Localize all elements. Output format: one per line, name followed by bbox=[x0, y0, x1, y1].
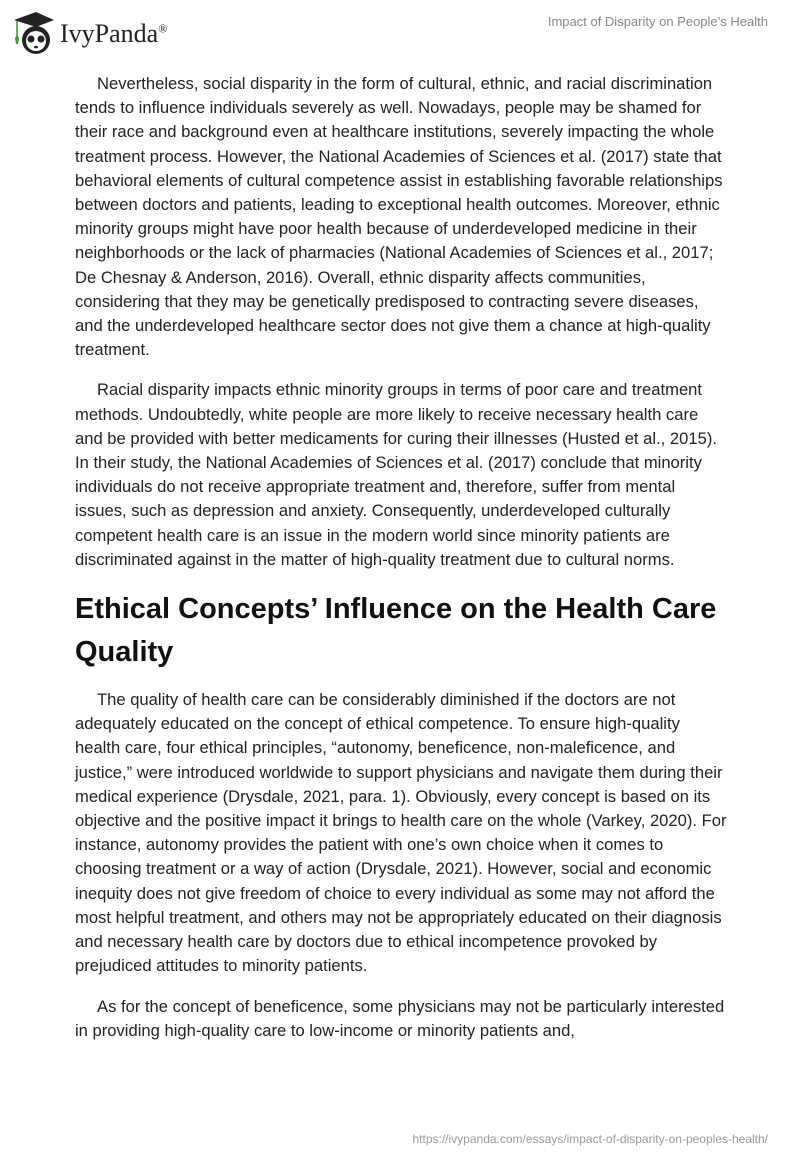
section-heading: Ethical Concepts’ Influence on the Health Care Quality bbox=[75, 593, 717, 669]
paragraph: Nevertheless, social disparity in the form of cultural, ethnic, and racial discrimination tends to influence individuals severely as well. Nowadays, people may be shamed for their race and background even at healthcare institutions, severely impacting the whole treatment process. However, the National Academies of Sciences et al. (2017) state that behavioral elements of cultural competence assist in establishing favorable relationships between doctors and patients, leading to exceptional health outcomes. Moreover, ethnic minority groups might have poor health because of underdeveloped medicine in their neighborhoods or the lack of pharmacies (National Academies of Sciences et al., 2017; De Chesnay & Anderson, 2016). Overall, ethnic disparity affects communities, considering that they may be genetically predisposed to contracting severe diseases, and the underdeveloped healthcare sector does not give them a chance at high-quality treatment. bbox=[75, 74, 723, 360]
brand-name: IvyPanda® bbox=[60, 19, 168, 48]
paragraph: Racial disparity impacts ethnic minority groups in terms of poor care and treatment methods. Undoubtedly, white people are more likely to receive necessary health care and be provided with better medicaments for curing their illnesses (Husted et al., 2015). In their study, the National Academies of Sciences et al. (2017) conclude that minority individuals do not receive appropriate treatment and, therefore, suffer from mental issues, such as depression and anxiety. Consequently, underdeveloped culturally competent health care is an issue in the modern world since minority patients are discriminated against in the matter of high-quality treatment due to cultural norms. bbox=[75, 380, 717, 569]
ivypanda-logo[interactable] bbox=[12, 8, 167, 56]
essay-content bbox=[75, 72, 727, 1059]
panda-logo-icon bbox=[12, 8, 54, 56]
source-url[interactable]: https://ivypanda.com/essays/impact-of-disparity-on-peoples-health/ bbox=[412, 1132, 768, 1146]
document-title: Impact of Disparity on People’s Health bbox=[547, 14, 768, 29]
paragraph: The quality of health care can be considerably diminished if the doctors are not adequately educated on the concept of ethical competence. To ensure high-quality health care, four ethical principles, “autonomy, beneficence, non-maleficence, and justice,” were introduced worldwide to support physicians and navigate them during their medical experience (Drysdale, 2021, para. 1). Obviously, every concept is based on its objective and the positive impact it brings to health care on the whole (Varkey, 2020). For instance, autonomy provides the patient with one’s own choice when it comes to choosing treatment or a way of action (Drysdale, 2021). However, social and economic inequity does not give freedom of choice to every individual as some may not afford the most helpful treatment, and others may not be appropriately educated on their diagnosis and necessary health care by doctors due to ethical incompetence provoked by prejudiced attitudes to minority patients. bbox=[75, 690, 727, 976]
paragraph: As for the concept of beneficence, some physicians may not be particularly interested in providing high-quality care to low-income or minority patients and, bbox=[75, 996, 725, 1040]
